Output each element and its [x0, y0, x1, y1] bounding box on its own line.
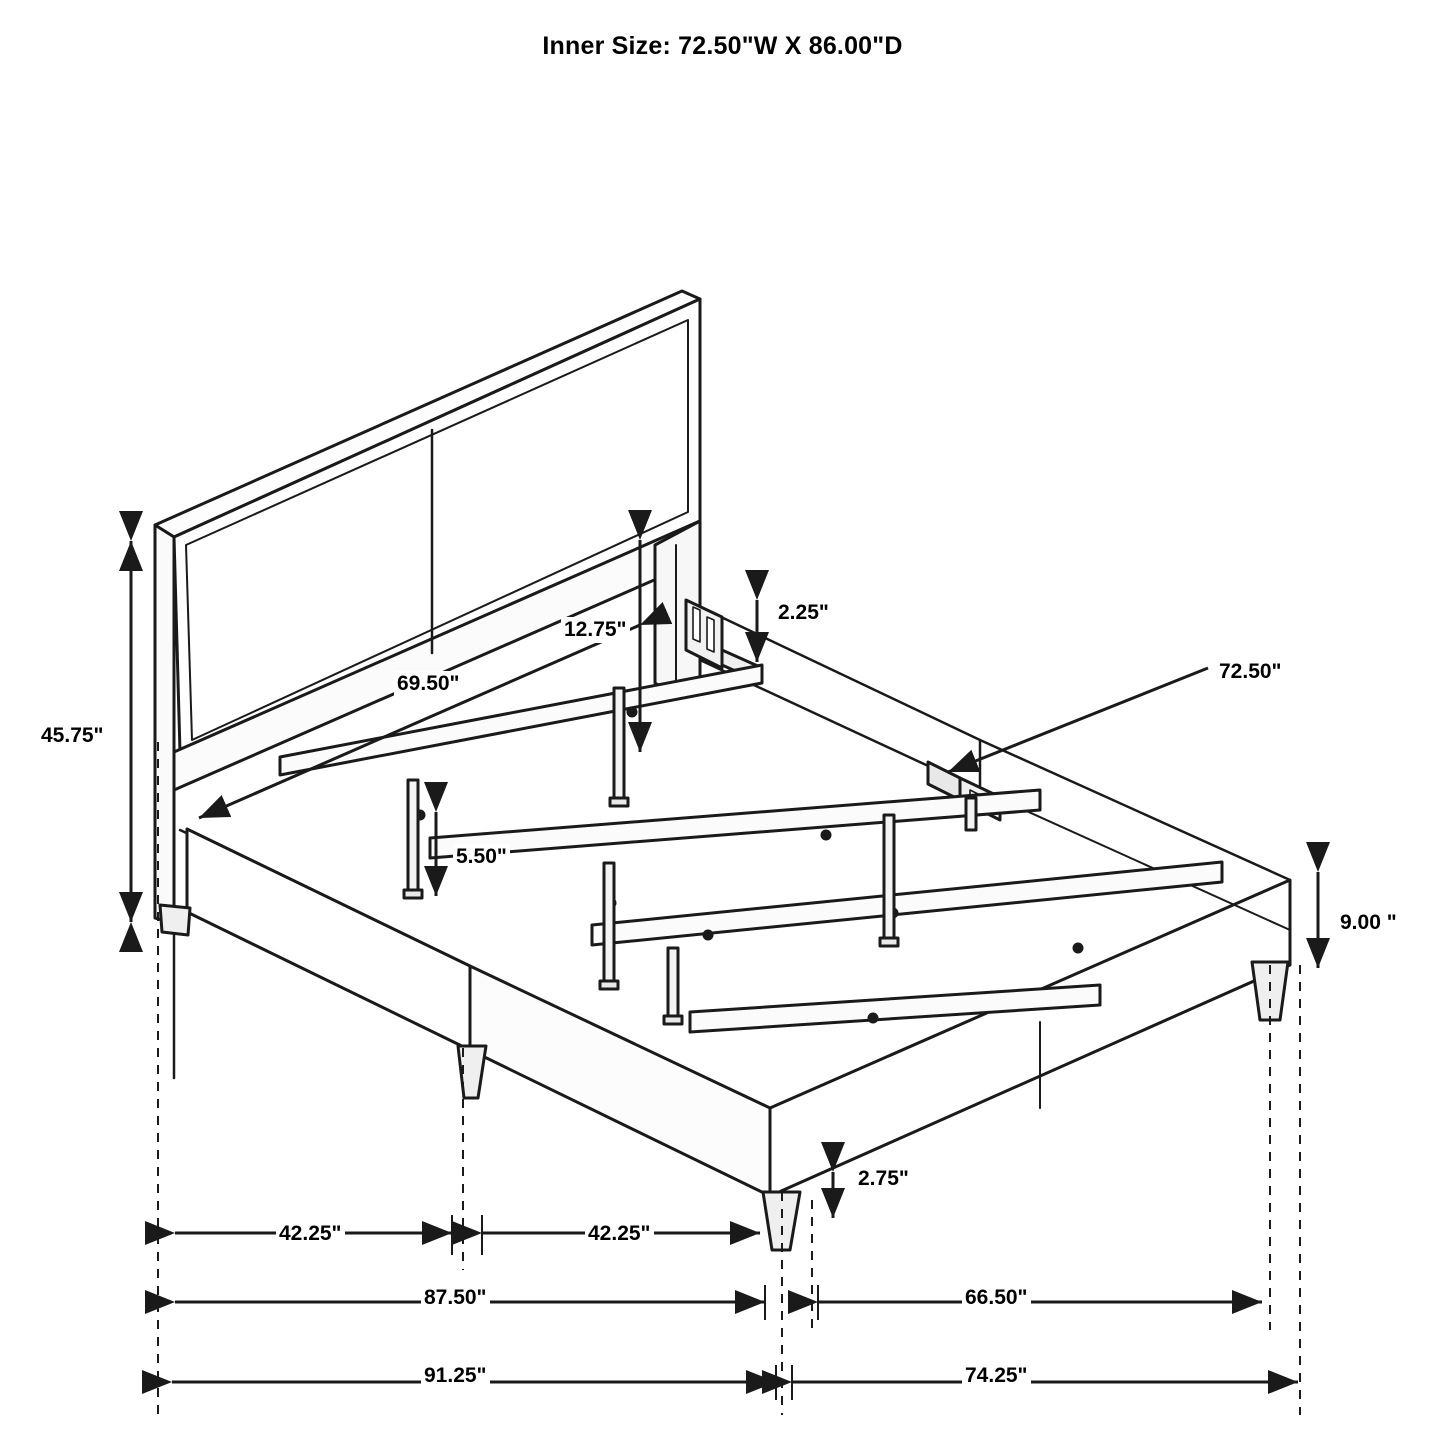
- dim-side-rail-height: 9.00 ": [1337, 910, 1400, 936]
- dim-overall-length-b: 91.25": [421, 1363, 490, 1389]
- dim-headboard-height: 45.75": [38, 723, 107, 749]
- page-title: Inner Size: 72.50"W X 86.00"D: [542, 32, 903, 60]
- dim-headboard-width: 69.50": [394, 671, 463, 697]
- dim-overall-width-b: 74.25": [962, 1363, 1031, 1389]
- dim-foot-leg-height: 2.75": [855, 1166, 912, 1192]
- dim-overall-width-a: 66.50": [962, 1285, 1031, 1311]
- dim-headboard-panel-height: 12.75": [561, 617, 630, 643]
- dim-rail-thickness: 2.25": [775, 600, 832, 626]
- dim-overall-length-a: 87.50": [421, 1285, 490, 1311]
- dim-slat-clearance: 5.50": [453, 844, 510, 870]
- dim-right-span: 42.25": [585, 1221, 654, 1247]
- dim-left-span: 42.25": [276, 1221, 345, 1247]
- dim-interior-width: 72.50": [1216, 659, 1285, 685]
